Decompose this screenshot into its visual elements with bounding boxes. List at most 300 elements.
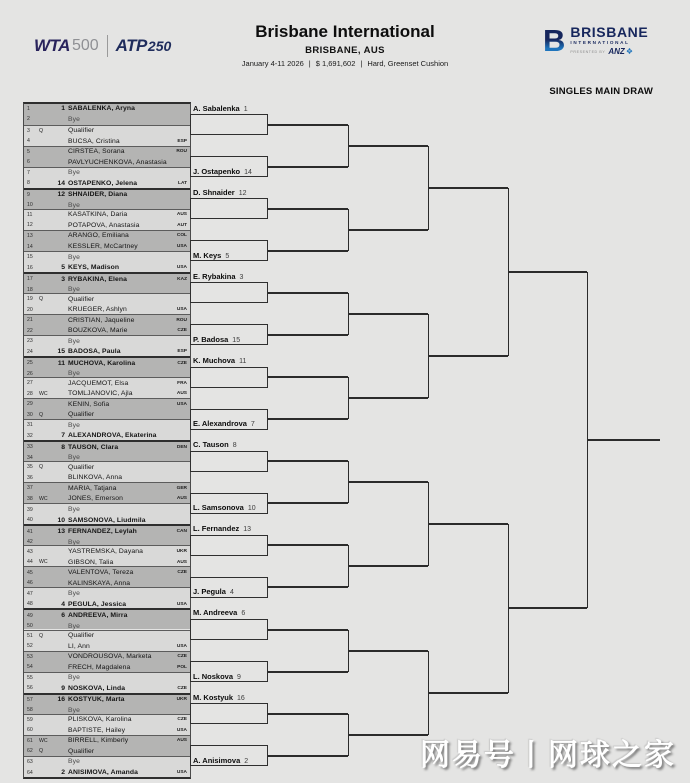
player-name: KALINSKAYA, Anna (68, 579, 131, 587)
wta-tier-label: 500 (71, 37, 99, 54)
draw-row (24, 315, 190, 326)
draw-pair (24, 714, 190, 735)
round16-winner-line (348, 397, 428, 399)
atp-logo: ATP (115, 36, 147, 55)
draw-pair (24, 293, 190, 314)
row-number: 49 (27, 612, 33, 619)
round16-winner-line (348, 481, 428, 483)
player-name: MUCHOVA, Karolina (68, 359, 136, 367)
row-number: 29 (27, 401, 33, 408)
draw-row (24, 652, 190, 663)
row-number: 44 (27, 559, 33, 566)
player-name: KEYS, Madison (68, 264, 120, 272)
tournament-dates: January 4-11 2026 (241, 59, 304, 68)
player-name: ANDREEVA, Mirra (68, 612, 128, 620)
row-number: 10 (27, 202, 33, 209)
brisbane-b-icon: B (543, 23, 566, 58)
round2-player (193, 335, 266, 346)
draw-row (24, 358, 190, 369)
player-name: Bye (68, 201, 81, 209)
round2-player-name: P. Badosa (193, 334, 229, 344)
draw-pair (24, 209, 190, 230)
country-code: AUS (176, 496, 187, 502)
round2-player-seed: 13 (243, 526, 252, 534)
round16-winner-line (348, 565, 428, 567)
round2-player (193, 188, 266, 199)
country-code: CZE (177, 717, 187, 723)
row-number: 25 (27, 360, 33, 367)
draw-row (24, 631, 190, 642)
round2-player-seed: 15 (232, 336, 241, 344)
round2-player (193, 672, 266, 683)
round2-winner-line (268, 713, 348, 715)
draw-pair (24, 272, 190, 293)
country-code: POL (177, 664, 187, 670)
seed-number: 8 (61, 443, 65, 451)
round2-player (193, 251, 266, 262)
country-code: COL (176, 233, 187, 239)
row-number: 57 (27, 696, 33, 703)
row-number: 48 (27, 601, 33, 608)
draw-row (24, 274, 190, 285)
round2-match-box (190, 535, 268, 556)
round2-player (193, 104, 266, 115)
country-code: UKR (176, 549, 187, 555)
draw-pair (24, 188, 190, 209)
round2-winner-line (268, 544, 348, 546)
round2-player-name: J. Pegula (193, 587, 226, 597)
wta-logo: WTA (34, 36, 70, 55)
round2-player-seed: 2 (244, 757, 249, 765)
round2-player-name: E. Alexandrova (193, 419, 247, 429)
row-number: 59 (27, 716, 33, 723)
row-number: 7 (27, 169, 30, 176)
row-number: 52 (27, 643, 33, 650)
round2-match-box (190, 451, 268, 472)
player-name: Bye (68, 674, 81, 682)
country-code: CZE (177, 360, 187, 366)
seed-number: 15 (57, 348, 65, 356)
round2-player-seed: 14 (244, 168, 252, 176)
row-number: 33 (27, 444, 33, 451)
row-number: 40 (27, 517, 33, 524)
draw-pair (24, 125, 190, 146)
round2-match-box (190, 282, 268, 303)
row-number: 63 (27, 758, 33, 765)
country-code: CAN (176, 529, 187, 535)
row-number: 11 (27, 211, 33, 218)
player-name: FRECH, Magdalena (68, 663, 131, 671)
draw-row (24, 210, 190, 221)
round2-match-box (190, 703, 268, 724)
draw-row (24, 483, 190, 494)
round2-winner-line (268, 292, 348, 294)
player-name: Bye (68, 169, 81, 177)
country-code: LAT (178, 180, 187, 186)
presented-by-label: PRESENTED BY (570, 49, 606, 54)
player-name: BADOSA, Paula (68, 348, 121, 356)
draw-pair (24, 482, 190, 503)
player-name: Bye (68, 115, 81, 123)
row-number: 16 (27, 264, 33, 271)
tournament-prize: $ 1,691,602 (315, 59, 356, 68)
draw-pair (24, 419, 190, 440)
row-number: 61 (27, 737, 33, 744)
row-number: 56 (27, 685, 33, 692)
quarterfinal-winner-line (428, 523, 508, 525)
player-name: KASATKINA, Daria (68, 211, 128, 219)
draw-row (24, 399, 190, 410)
player-name: Qualifier (68, 295, 95, 303)
country-code: ESP (177, 349, 187, 355)
player-name: JONES, Emerson (68, 495, 124, 503)
row-number: 6 (27, 159, 30, 166)
round2-player (193, 503, 266, 514)
draw-row (24, 126, 190, 137)
row-number: 28 (27, 390, 33, 397)
row-number: 24 (27, 348, 33, 355)
semifinal-winner-line (508, 271, 587, 273)
player-name: ALEXANDROVA, Ekaterina (68, 432, 157, 440)
round2-player-name: K. Muchova (193, 356, 236, 365)
draw-row (24, 231, 190, 242)
draw-row (24, 252, 190, 263)
player-name: PLISKOVA, Karolina (68, 716, 132, 724)
row-number: 64 (27, 769, 33, 776)
player-name: BAPTISTE, Hailey (68, 726, 126, 734)
round2-player (193, 419, 266, 430)
player-name: KESSLER, McCartney (68, 243, 138, 250)
round2-player (193, 693, 266, 704)
round2-winner-line (268, 502, 348, 504)
round2-player-name: L. Samsonova (193, 503, 244, 513)
row-number: 60 (27, 727, 33, 734)
row-number: 17 (27, 276, 33, 283)
row-number: 37 (27, 485, 33, 492)
row-number: 22 (27, 327, 33, 334)
seed-number: 10 (57, 516, 65, 524)
draw-pair (24, 251, 190, 272)
round2-player-seed: 16 (237, 694, 245, 702)
row-number: 58 (27, 707, 33, 714)
row-number: 38 (27, 495, 33, 502)
player-name: PAVLYUCHENKOVA, Anastasia (68, 158, 167, 166)
row-number: 3 (27, 127, 30, 134)
country-code: USA (176, 307, 187, 313)
player-name: SHNAIDER, Diana (68, 191, 128, 199)
draw-pair (24, 693, 190, 714)
row-number: 39 (27, 506, 33, 513)
player-name: Qualifier (68, 632, 95, 640)
round2-player (193, 356, 266, 367)
player-name: Bye (68, 370, 81, 378)
entry-marker: Q (39, 748, 44, 755)
row-number: 36 (27, 474, 33, 481)
draw-row (24, 168, 190, 179)
draw-pair (24, 440, 190, 461)
draw-pair (24, 314, 190, 335)
round2-winner-line (268, 250, 348, 252)
player-name: KENIN, Sofia (68, 400, 110, 408)
seed-number: 7 (61, 432, 65, 440)
row-number: 46 (27, 580, 33, 587)
round2-match-box (190, 198, 268, 219)
draw-row (24, 567, 190, 578)
row-number: 41 (27, 528, 33, 535)
player-name: BLINKOVA, Anna (68, 474, 123, 482)
draw-pair (24, 630, 190, 651)
entry-marker: Q (39, 632, 44, 639)
anz-diamond-icon: ❖ (625, 47, 633, 56)
player-name: GIBSON, Talia (68, 558, 114, 566)
round2-match-box (190, 114, 268, 135)
row-number: 26 (27, 370, 33, 377)
round2-match-box (190, 619, 268, 640)
row-number: 13 (27, 232, 33, 239)
draw-row (24, 715, 190, 726)
draw-row (24, 695, 190, 706)
entry-marker: Q (39, 296, 44, 303)
player-name: SABALENKA, Aryna (68, 105, 136, 113)
draw-pair (24, 545, 190, 566)
row-number: 9 (27, 191, 30, 198)
entry-marker: WC (39, 495, 48, 502)
round2-winner-line (268, 334, 348, 336)
country-code: CZE (177, 654, 187, 660)
round2-player (193, 608, 266, 619)
draw-pair (24, 735, 190, 756)
seed-number: 13 (57, 528, 65, 536)
player-name: Bye (68, 758, 81, 766)
draw-pair (24, 398, 190, 419)
row-number: 30 (27, 411, 33, 418)
player-name: Bye (68, 286, 81, 294)
player-name: Bye (68, 622, 81, 630)
country-code: AUS (176, 212, 187, 218)
round16-winner-line (348, 229, 428, 231)
draw-row (24, 378, 190, 389)
round2-winner-line (268, 460, 348, 462)
row-number: 35 (27, 464, 33, 471)
row-number: 32 (27, 432, 33, 439)
row-number: 51 (27, 632, 33, 639)
draw-pair (24, 608, 190, 629)
round2-player (193, 524, 266, 535)
country-code: USA (176, 770, 187, 775)
draw-pair (24, 167, 190, 188)
round16-winner-line (348, 734, 428, 736)
round2-player (193, 167, 266, 178)
row-number: 18 (27, 286, 33, 293)
country-code: CZE (177, 570, 187, 576)
row-number: 43 (27, 548, 33, 555)
player-name: Qualifier (68, 747, 95, 755)
round2-player-name: L. Noskova (193, 671, 234, 681)
draw-pair (24, 672, 190, 693)
row-number: 8 (27, 180, 30, 187)
seed-number: 9 (61, 684, 65, 692)
player-name: KOSTYUK, Marta (68, 696, 125, 704)
seed-number: 12 (57, 191, 65, 199)
player-name: RYBAKINA, Elena (68, 275, 128, 283)
player-name: NOSKOVA, Linda (68, 684, 126, 692)
singles-main-draw-label: SINGLES MAIN DRAW (549, 86, 653, 97)
quarterfinal-winner-line (428, 187, 508, 189)
row-number: 31 (27, 422, 33, 429)
country-code: CZE (177, 328, 187, 334)
draw-row (24, 526, 190, 537)
entry-marker: WC (39, 559, 48, 566)
draw-row (24, 546, 190, 557)
draw-pair (24, 461, 190, 482)
round2-player-name: M. Andreeva (193, 608, 238, 618)
draw-pair (24, 230, 190, 251)
seed-number: 11 (57, 359, 65, 367)
entry-marker: Q (39, 411, 44, 418)
draw-pair (24, 587, 190, 608)
player-name: Bye (68, 337, 81, 345)
country-code: UKR (176, 697, 187, 703)
player-name: MARIA, Tatjana (68, 484, 117, 492)
draw-row (24, 147, 190, 158)
draw-row (24, 420, 190, 431)
draw-pair (24, 377, 190, 398)
player-name: Bye (68, 538, 81, 546)
round2-winner-line (268, 418, 348, 420)
player-name: Bye (68, 506, 81, 513)
watermark: 网易号丨网球之家 (420, 739, 676, 772)
row-number: 45 (27, 569, 33, 576)
entry-marker: WC (39, 737, 48, 744)
player-name: KRUEGER, Ashlyn (68, 306, 127, 314)
player-name: TAUSON, Clara (68, 443, 119, 451)
country-code: GER (176, 485, 187, 491)
draw-row (24, 336, 190, 347)
draw-row (24, 442, 190, 453)
details-separator: | (308, 59, 311, 68)
round16-winner-line (348, 313, 428, 315)
player-name: Qualifier (68, 411, 95, 419)
player-name: PEGULA, Jessica (68, 600, 127, 608)
logo-name: BRISBANE (570, 24, 649, 40)
draw-row (24, 588, 190, 599)
draw-pair (24, 651, 190, 672)
row-number: 47 (27, 590, 33, 597)
round2-player-seed: 5 (225, 252, 230, 260)
round2-player-seed: 12 (238, 189, 247, 197)
player-name: Bye (68, 706, 81, 714)
player-name: Bye (68, 253, 81, 261)
row-number: 12 (27, 222, 33, 229)
row-number: 27 (27, 380, 33, 387)
quarterfinal-winner-line (428, 692, 508, 694)
player-name: BIRRELL, Kimberly (68, 737, 129, 745)
draw-row (24, 610, 190, 621)
draw-pair (24, 146, 190, 167)
round2-player-name: D. Shnaider (193, 187, 235, 197)
draw-row (24, 757, 190, 768)
country-code: AUS (176, 559, 187, 565)
player-name: VALENTOVA, Tereza (68, 569, 134, 577)
country-code: FRA (177, 380, 187, 386)
player-name: ARANGO, Emiliana (68, 232, 129, 240)
atp-tier-label: 250 (147, 38, 172, 54)
player-name: Bye (68, 454, 81, 462)
row-number: 20 (27, 306, 33, 313)
player-name: Qualifier (68, 463, 95, 471)
draw-row (24, 104, 190, 115)
draw-pair (24, 756, 190, 777)
row-number: 15 (27, 254, 33, 261)
draw-row (24, 736, 190, 747)
seed-number: 2 (61, 769, 65, 776)
row-number: 1 (27, 105, 30, 112)
tournament-location: BRISBANE, AUS (305, 45, 385, 56)
draw-row (24, 673, 190, 684)
row-number: 34 (27, 454, 33, 461)
country-code: AUS (176, 738, 187, 744)
draw-pair (24, 524, 190, 545)
round2-winner-line (268, 755, 348, 757)
player-name: Qualifier (68, 127, 95, 135)
country-code: DEN (176, 444, 187, 450)
country-code: AUT (177, 222, 187, 228)
player-name: Bye (68, 590, 81, 598)
country-code: USA (176, 265, 187, 271)
round2-winner-line (268, 124, 348, 126)
round2-player-seed: 3 (239, 273, 244, 281)
round2-player-name: M. Kostyuk (193, 692, 234, 702)
row-number: 23 (27, 338, 33, 345)
country-code: USA (176, 727, 187, 733)
draw-row (24, 190, 190, 201)
row-number: 50 (27, 623, 33, 630)
round2-player-name: C. Tauson (193, 440, 229, 450)
player-name: POTAPOVA, Anastasia (68, 221, 140, 229)
quarterfinal-winner-line (428, 355, 508, 357)
country-code: ROU (176, 317, 187, 323)
draw-pair (24, 503, 190, 524)
row-number: 19 (27, 296, 33, 303)
anz-logo: ANZ (608, 47, 625, 56)
round2-winner-line (268, 208, 348, 210)
seed-number: 3 (61, 275, 65, 283)
round16-winner-line (348, 145, 428, 147)
entry-marker: WC (39, 390, 48, 397)
player-name: ANISIMOVA, Amanda (68, 769, 139, 776)
country-code: USA (176, 643, 187, 649)
row-number: 55 (27, 674, 33, 681)
player-name: FERNANDEZ, Leylah (68, 528, 137, 536)
entry-marker: Q (39, 127, 44, 134)
tournament-surface: Hard, Greenset Cushion (367, 59, 449, 68)
round2-player-name: A. Sabalenka (193, 103, 240, 113)
draw-row (24, 767, 190, 778)
round2-player-name: M. Keys (193, 250, 222, 260)
row-number: 5 (27, 148, 30, 155)
tournament-title: Brisbane International (255, 22, 435, 41)
country-code: AUS (176, 391, 187, 397)
round2-player-name: A. Anisimova (193, 755, 241, 765)
row-number: 54 (27, 664, 33, 671)
round2-player-seed: 10 (247, 505, 256, 513)
round2-winner-line (268, 671, 348, 673)
row-number: 14 (27, 243, 33, 250)
draw-row (24, 504, 190, 515)
round2-winner-line (268, 376, 348, 378)
row-number: 62 (27, 748, 33, 755)
round2-player (193, 272, 266, 283)
